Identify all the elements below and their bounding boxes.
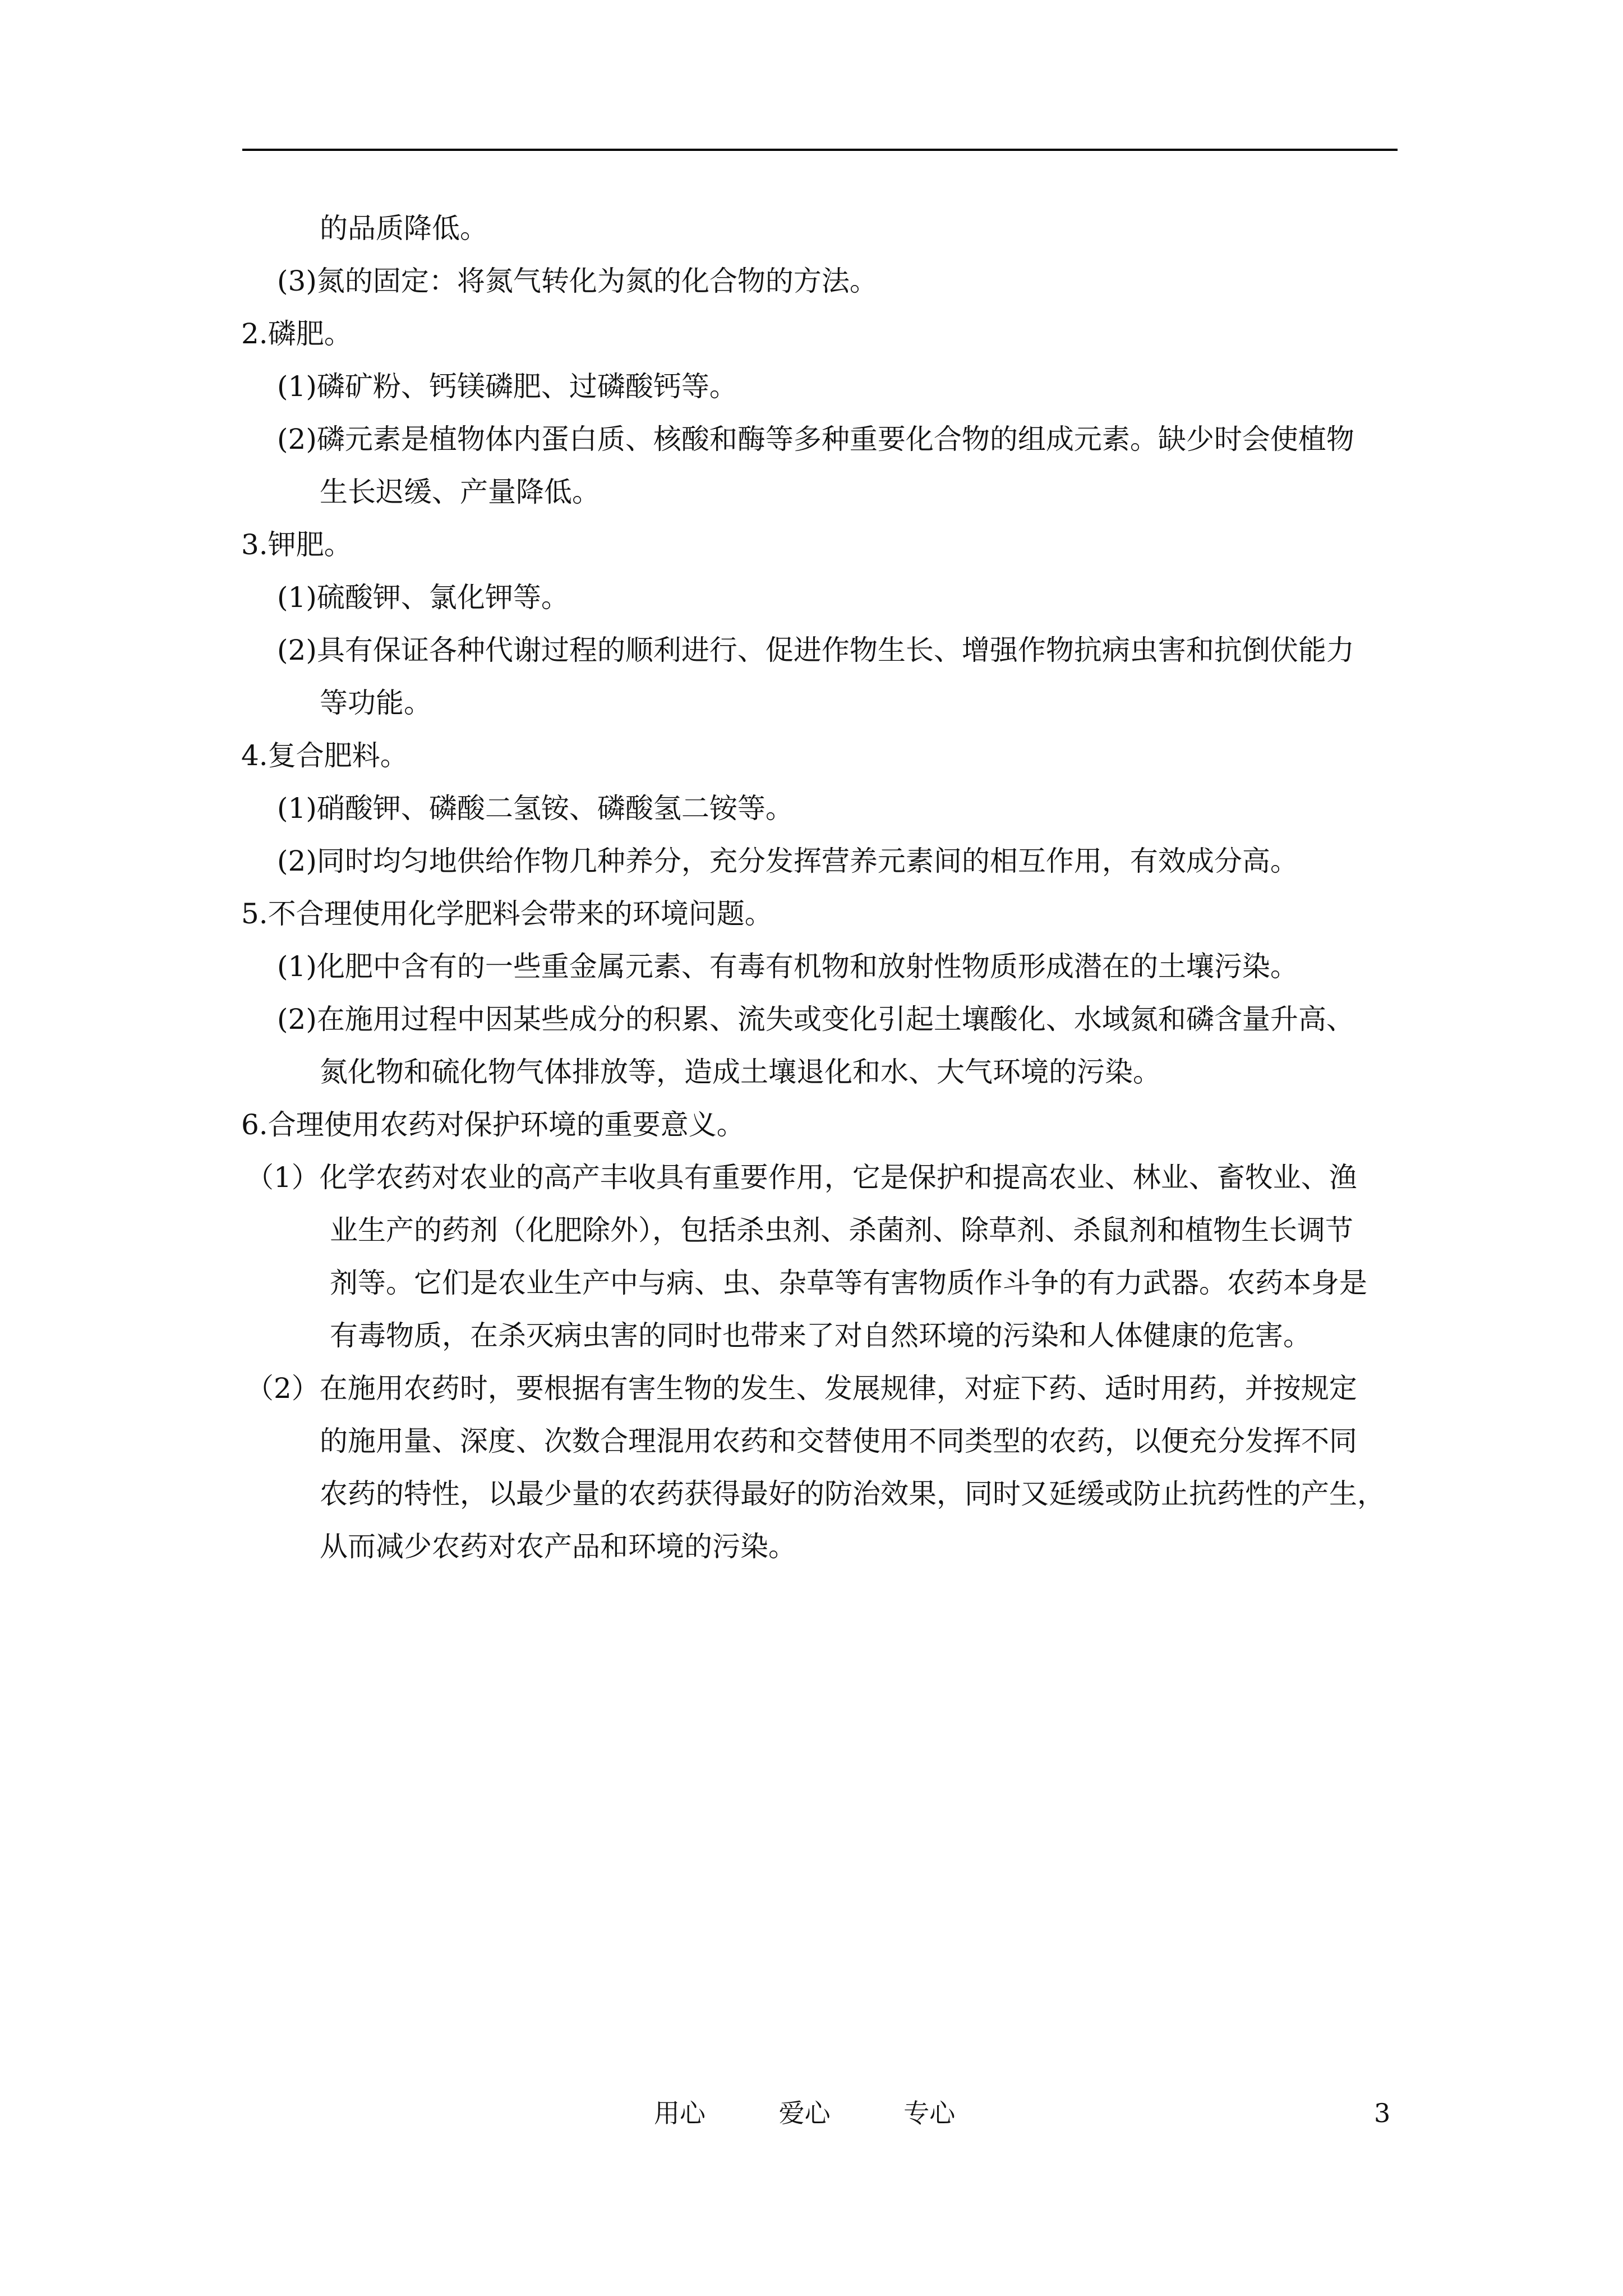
text-line: 的施用量、深度、次数合理混用农药和交替使用不同类型的农药，以便充分发挥不同 — [320, 1425, 1357, 1457]
text-line: (2)磷元素是植物体内蛋白质、核酸和酶等多种重要化合物的组成元素。缺少时会使植物 — [277, 423, 1354, 455]
text-line: 的品质降低。 — [320, 212, 488, 245]
text-line: (2)具有保证各种代谢过程的顺利进行、促进作物生长、增强作物抗病虫害和抗倒伏能力 — [277, 634, 1354, 666]
text-line: （1）化学农药对农业的高产丰收具有重要作用，它是保护和提高农业、林业、畜牧业、渔 — [246, 1161, 1357, 1194]
text-line: 氮化物和硫化物气体排放等，造成土壤退化和水、大气环境的污染。 — [320, 1056, 1161, 1088]
footer-motto-word: 爱心 — [778, 2098, 831, 2128]
footer-motto-word: 专心 — [903, 2098, 956, 2128]
text-line: （2）在施用农药时，要根据有害生物的发生、发展规律，对症下药、适时用药，并按规定 — [246, 1372, 1357, 1405]
text-line: 从而减少农药对农产品和环境的污染。 — [320, 1530, 796, 1563]
text-line: (1)硝酸钾、磷酸二氢铵、磷酸氢二铵等。 — [277, 792, 794, 825]
footer-motto-word: 用心 — [654, 2098, 706, 2128]
section-heading: 2.磷肥。 — [241, 318, 352, 350]
text-line: (2)在施用过程中因某些成分的积累、流失或变化引起土壤酸化、水域氮和磷含量升高、 — [277, 1003, 1354, 1036]
section-heading: 6.合理使用农药对保护环境的重要意义。 — [241, 1108, 745, 1141]
text-line: (1)硫酸钾、氯化钾等。 — [277, 581, 569, 614]
text-line: (1)化肥中含有的一些重金属元素、有毒有机物和放射性物质形成潜在的土壤污染。 — [277, 950, 1298, 983]
text-line: 农药的特性，以最少量的农药获得最好的防治效果，同时又延缓或防止抗药性的产生， — [320, 1478, 1385, 1510]
text-line: (2)同时均匀地供给作物几种养分，充分发挥营养元素间的相互作用，有效成分高。 — [277, 845, 1298, 877]
text-line: 有毒物质，在杀灭病虫害的同时也带来了对自然环境的污染和人体健康的危害。 — [330, 1319, 1311, 1352]
page-number: 3 — [1374, 2098, 1391, 2128]
header-rule — [242, 149, 1398, 151]
section-heading: 5.不合理使用化学肥料会带来的环境问题。 — [241, 898, 773, 930]
section-heading: 3.钾肥。 — [241, 528, 352, 561]
text-line: 生长迟缓、产量降低。 — [320, 476, 600, 508]
document-body — [241, 202, 1408, 1573]
section-heading: 4.复合肥料。 — [241, 739, 408, 772]
page-footer — [0, 2093, 1623, 2133]
text-line: 剂等。它们是农业生产中与病、虫、杂草等有害物质作斗争的有力武器。农药本身是 — [330, 1267, 1367, 1299]
text-line: (3)氮的固定：将氮气转化为氮的化合物的方法。 — [277, 265, 878, 297]
text-line: 等功能。 — [320, 687, 432, 719]
text-line: (1)磷矿粉、钙镁磷肥、过磷酸钙等。 — [277, 370, 737, 403]
footer-motto — [654, 2093, 1020, 2133]
text-line: 业生产的药剂（化肥除外），包括杀虫剂、杀菌剂、除草剂、杀鼠剂和植物生长调节 — [330, 1214, 1353, 1246]
